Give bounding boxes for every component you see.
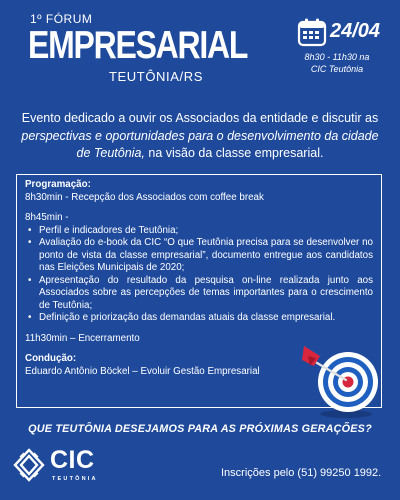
event-header [0,0,400,100]
signup-phone: Inscrições pelo (51) 99250 1992. [221,467,382,479]
cic-logo-icon [12,447,46,483]
event-description [15,110,385,163]
topic-list [25,225,373,325]
topic-item: • Definição e priorização das demandas atuais da classe empresarial. [39,312,373,325]
host-heading: Condução: [25,353,77,364]
intro-emphasis: perspectivas e oportunidades para o desenvolvimento da cidade de Teutônia, [21,128,379,160]
program-opening: 8h30min - Recepção dos Associados com coffee break [25,191,264,203]
forum-title: EMPRESARIAL [28,24,248,67]
program-closing: 11h30min – Encerramento [25,332,140,344]
intro-part2: na visão da classe empresarial. [144,146,324,160]
host-name: Eduardo Antônio Böckel – Evoluir Gestão Empresarial [25,365,260,377]
cic-logo-subtitle: TEUTÔNIA [52,476,98,482]
forum-city: TEUTÔNIA/RS [109,69,203,84]
event-time: 8h30 - 11h30 na [304,52,370,62]
closing-question: QUE TEUTÔNIA DESEJAMOS PARA AS PRÓXIMAS GERAÇÕES? [28,423,372,435]
calendar-icon [297,17,327,47]
topic-item: • Perfil e indicadores de Teutônia; [39,225,373,238]
target-dart-icon [300,340,386,420]
event-time-venue [290,51,384,75]
event-date: 24/04 [330,20,381,42]
cic-logo-name: CIC [50,446,95,474]
topic-item: • Apresentação do resultado da pesquisa on-line realizada junto aos Associados sobre as percepções de temas importantes para o crescimento de Teutônia; [39,275,373,313]
topic-item: • Avaliação do e-book da CIC “O que Teutônia precisa para se desenvolver no ponto de vista da classe empresarial”, documento entregue aos candidatos nas Eleições Municipais de 2020; [39,237,373,275]
event-venue: CIC Teutônia [310,64,364,74]
intro-part1: Evento dedicado a ouvir os Associados da entidade e discutir as [21,111,379,125]
program-block-time: 8h45min - [25,212,69,223]
forum-kicker: 1º FÓRUM [30,12,93,26]
program-heading: Programação: [25,179,91,190]
